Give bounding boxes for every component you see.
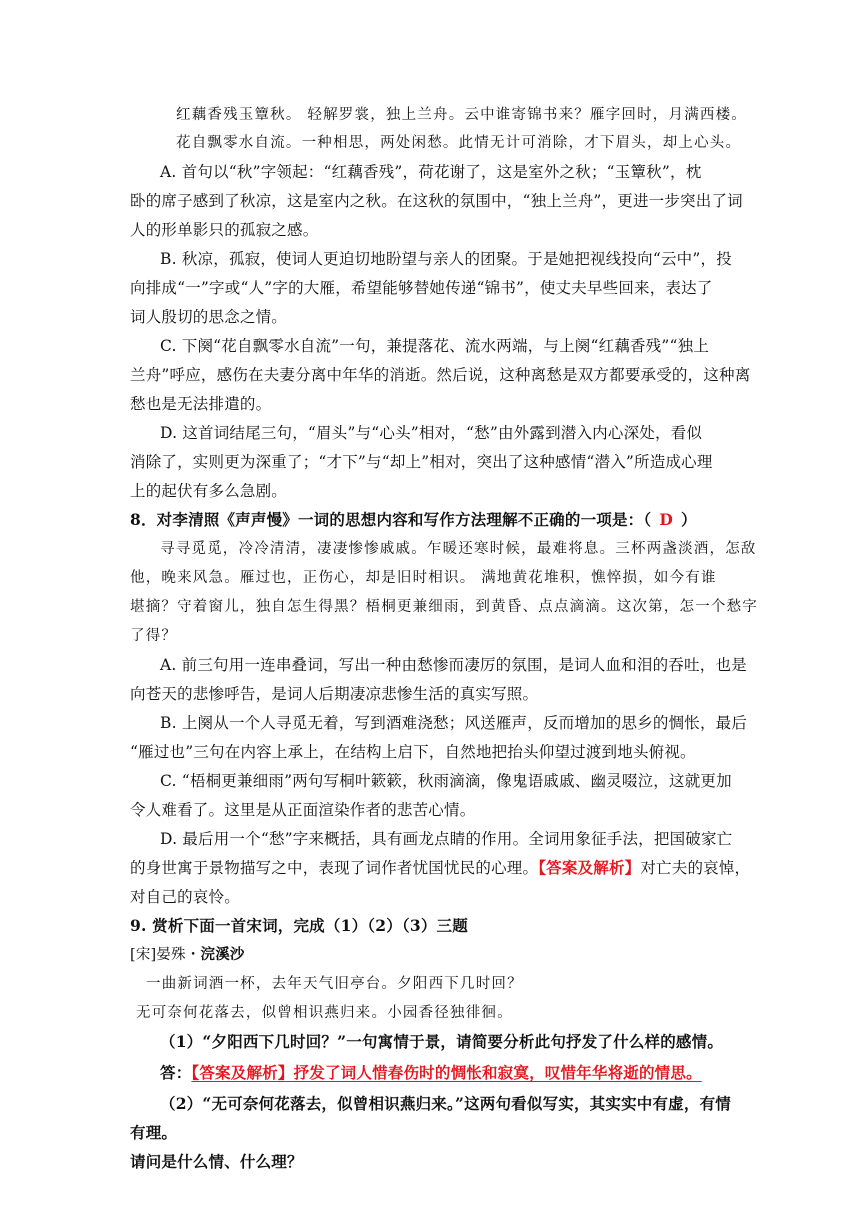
option-a-line: A. 前三句用一连串叠词，写出一种由愁惨而凄厉的氛围，是词人血和泪的吞吐，也是 [160, 656, 747, 674]
answer-text: 抒发了词人惜春伤时的惆怅和寂寞，叹惜年华将逝的情思。 [293, 1063, 702, 1082]
option-a-line: 卧的席子感到了秋凉，这是室内之秋。在这秋的氛围中，“独上兰舟”，更进一步突出了词 [130, 192, 743, 210]
option-d-line: D. 这首词结尾三句，“眉头”与“心头”相对，“愁”由外露到潜入内心深处，看似 [160, 424, 703, 442]
answer-tag: 【答案及解析】 [191, 1063, 294, 1082]
poem-line: 一曲新词酒一杯，去年天气旧亭台。夕阳西下几时回？ [146, 976, 523, 992]
option-b-line: 词人殷切的思念之情。 [130, 308, 288, 326]
question-stem-text: 8．对李清照《声声慢》一词的思想内容和写作方法理解不正确的一项是：（ [130, 510, 652, 529]
sub-answer-1 [160, 1062, 702, 1084]
answer-tag: 【答案及解析】 [538, 858, 641, 877]
option-b-line: “雁过也”三句在内容上承上，在结构上启下，自然地把抬头仰望过渡到地头俯视。 [130, 743, 696, 761]
poem-line: 了得？ [130, 628, 178, 644]
option-a-line: 人的形单影只的孤寂之感。 [130, 221, 319, 239]
option-d-line [130, 857, 750, 879]
option-b-line: B. 秋凉，孤寂，使词人更迫切地盼望与亲人的团聚。于是她把视线投向“云中”，投 [160, 250, 732, 268]
option-c-line: 兰舟”呼应，感伤在夫妻分离中年华的消逝。然后说，这种离愁是双方都要承受的，这种离 [130, 366, 751, 384]
option-c-line: C. “梧桐更兼细雨”两句写桐叶簌簌，秋雨滴滴，像鬼语戚戚、幽灵啜泣，这就更加 [160, 772, 732, 790]
poem-line: 他，晚来风急。雁过也，正伤心，却是旧时相识。 满地黄花堆积，憔悴损，如今有谁 [130, 570, 717, 586]
option-d-line: 对自己的哀怜。 [130, 888, 240, 906]
option-c-line: C. 下阕“花自飘零水自流”一句，兼提落花、流水两端，与上阕“红藕香残”“独上 [160, 337, 710, 355]
option-d-line: 消除了，实则更为深重了；“才下”与“却上”相对，突出了这种感情“潜入”所造成心理 [130, 453, 713, 471]
option-d-line: 上的起伏有多么急剧。 [130, 482, 288, 500]
option-a-line: A. 首句以“秋”字领起：“红藕香残”，荷花谢了，这是室外之秋；“玉簟秋”，枕 [160, 163, 702, 181]
answer-letter: D [659, 510, 673, 529]
poem-line: 红藕香残玉簟秋。 轻解罗裳，独上兰舟。云中谁寄锦书来？雁字回时，月满西楼。 [176, 107, 748, 123]
option-b-line: B. 上阕从一个人寻觅无着，写到酒难浇愁；风送雁声，反而增加的思乡的惆怅，最后 [160, 714, 748, 732]
option-d-line: D. 最后用一个“愁”字来概括，具有画龙点睛的作用。全词用象征手法，把国破家亡 [160, 830, 733, 848]
question-9-stem: 9. 赏析下面一首宋词，完成（1）（2）（3）三题 [130, 916, 468, 935]
option-b-line: 向排成“一”字或“人”字的大雁，希望能够替她传递“锦书”，使丈夫早些回来，表达了 [130, 279, 713, 297]
sub-question-2: 有理。 [130, 1123, 178, 1142]
answer-text: 对亡夫的哀悼， [640, 859, 751, 877]
option-c-line: 愁也是无法排遣的。 [130, 395, 272, 413]
sub-question-2-prompt: 请问是什么情、什么理？ [130, 1152, 303, 1171]
poem-author [130, 944, 245, 966]
sub-question-2: （2）“无可奈何花落去，似曾相识燕归来。”这两句看似写实，其实实中有虚，有情 [160, 1094, 731, 1113]
answer-label: 答： [160, 1063, 192, 1082]
poem-title: 浣溪沙 [200, 946, 245, 963]
poem-line: 花自飘零水自流。一种相思，两处闲愁。此情无计可消除，才下眉头，却上心头。 [176, 135, 742, 151]
question-8-stem [130, 509, 697, 531]
poem-line: 寻寻觅觅，冷冷清清，凄凄惨惨戚戚。乍暖还寒时候，最难将息。三杯两盏淡酒，怎敌 [160, 541, 757, 557]
poem-line: 堪摘？守着窗儿，独自怎生得黑？梧桐更兼细雨，到黄昏、点点滴滴。这次第，怎一个愁字 [130, 599, 758, 615]
author-text: [宋]晏殊・ [130, 947, 201, 963]
option-d-text: 的身世寓于景物描写之中，表现了词作者忧国忧民的心理。 [130, 859, 539, 877]
option-c-line: 令人难看了。这里是从正面渲染作者的悲苦心情。 [130, 801, 476, 819]
sub-question-1: （1）“夕阳西下几时回？”一句寓情于景，请简要分析此句抒发了什么样的感情。 [160, 1032, 724, 1051]
stem-close: ） [681, 510, 697, 529]
option-a-line: 向苍天的悲惨呼告，是词人后期凄凉悲惨生活的真实写照。 [130, 685, 539, 703]
poem-line: 无可奈何花落去，似曾相识燕归来。小园香径独徘徊。 [136, 1005, 513, 1021]
